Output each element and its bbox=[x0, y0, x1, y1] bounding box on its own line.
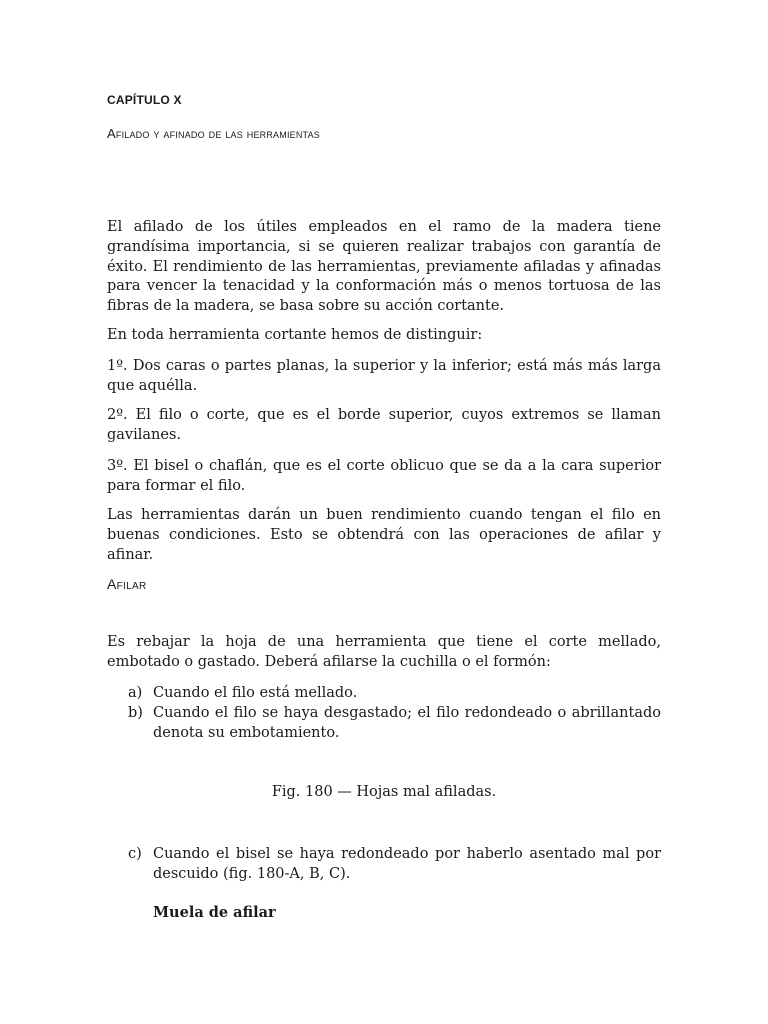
paragraph: Es rebajar la hoja de una herramienta que tiene el corte mellado, embotado o gastado. Deberá afilarse la cuchilla o el formón: bbox=[107, 634, 661, 670]
chapter-heading: CAPÍTULO X bbox=[107, 93, 182, 107]
list-item bbox=[128, 845, 661, 885]
section-title: Afilar bbox=[107, 576, 147, 592]
condition-list-continued bbox=[128, 845, 661, 885]
paragraph: 2º. El filo o corte, que es el borde superior, cuyos extremos se llaman gavilanes. bbox=[107, 407, 661, 443]
paragraph: 3º. El bisel o chaflán, que es el corte oblicuo que se da a la cara superior para formar el filo. bbox=[107, 458, 661, 494]
list-marker: a) bbox=[128, 685, 143, 701]
list-item-text: Cuando el filo está mellado. bbox=[153, 685, 358, 701]
paragraph: El afilado de los útiles empleados en el ramo de la madera tiene grandísima importancia, si se quieren realizar trabajos con garantía de éxito. El rendimiento de las herramientas, previamente afiladas y afinadas para vencer la tenacidad y la conformación más o menos tortuosa de las fibras de la madera, se basa sobre su acción cortante. bbox=[107, 219, 661, 315]
list-item-text: Cuando el bisel se haya redondeado por haberlo asentado mal por descuido (fig. 180-A, B, C). bbox=[153, 846, 661, 882]
condition-list bbox=[128, 684, 661, 743]
paragraph: En toda herramienta cortante hemos de distinguir: bbox=[107, 327, 483, 343]
list-item-text: Cuando el filo se haya desgastado; el filo redondeado o abrillantado denota su embotamiento. bbox=[153, 704, 661, 741]
subheading: Muela de afilar bbox=[153, 904, 276, 921]
list-item bbox=[128, 704, 661, 744]
figure-caption: Fig. 180 — Hojas mal afiladas. bbox=[271, 784, 497, 800]
list-marker: c) bbox=[128, 846, 142, 862]
chapter-subtitle: Afilado y afinado de las herramientas bbox=[107, 126, 320, 141]
paragraph: Las herramientas darán un buen rendimiento cuando tengan el filo en buenas condiciones. Esto se obtendrá con las operaciones de afilar y afinar. bbox=[107, 507, 661, 563]
list-item bbox=[128, 684, 661, 704]
paragraph: 1º. Dos caras o partes planas, la superior y la inferior; está más más larga que aquélla. bbox=[107, 358, 661, 394]
list-marker: b) bbox=[128, 704, 143, 721]
